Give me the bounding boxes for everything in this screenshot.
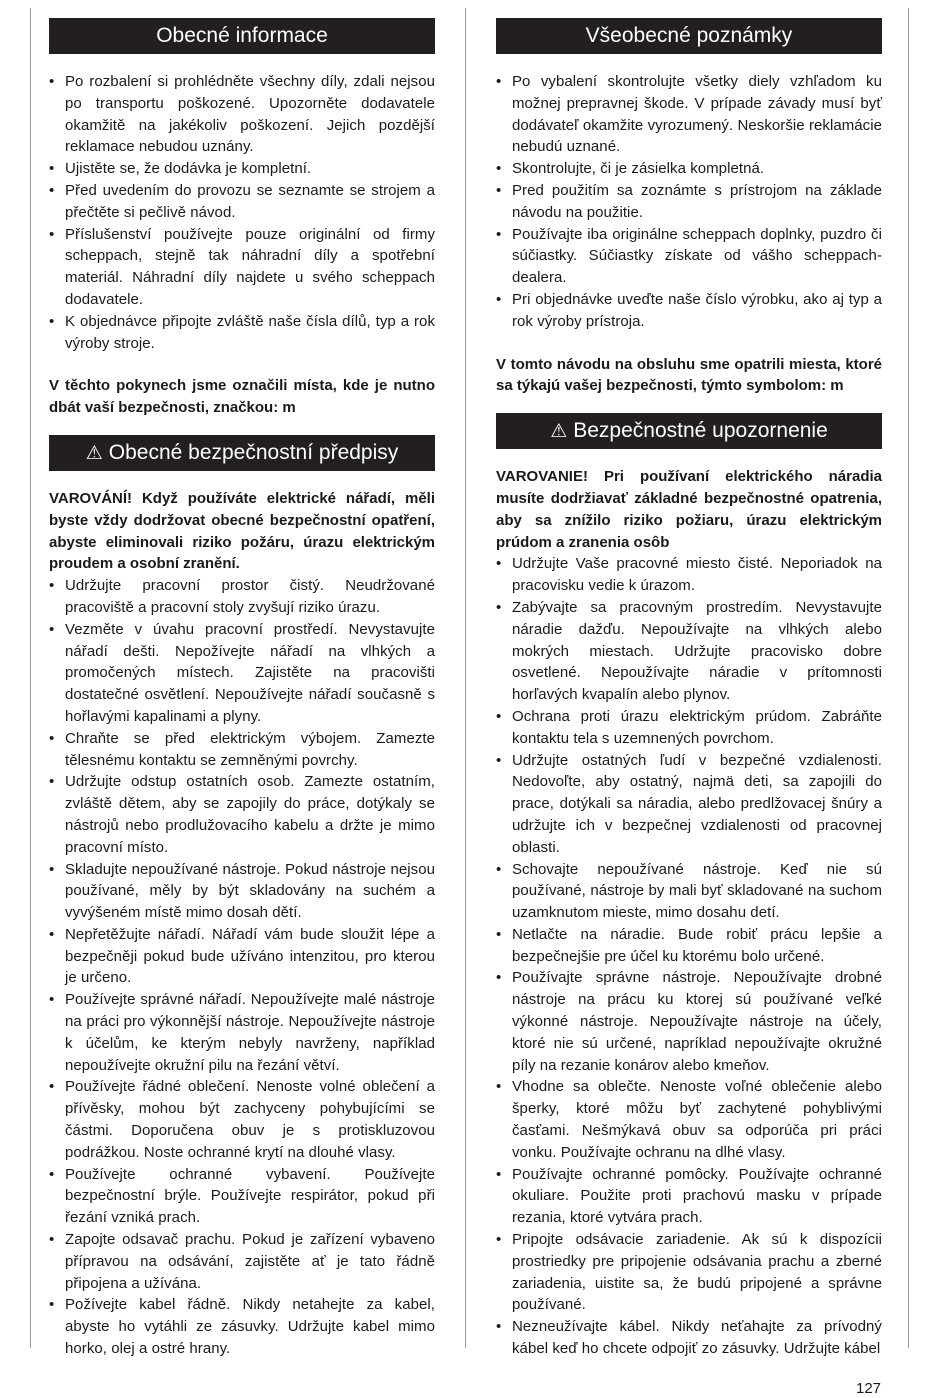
list-item: • Ujistěte se, že dodávka je kompletní. [49,158,435,180]
list-item: • Nezneužívajte kábel. Nikdy neťahajte za prívodný kábel keď ho chcete odpojiť zo zásuvky. Udržujte kábel [496,1316,882,1360]
list-item: • Zabývajte sa pracovným prostredím. Nevystavujte náradie dažďu. Nepoužívajte na vlhkých alebo mokrých miestach. Udržujte pracovisko dobre osvetlené. Nepoužívajte náradie v prítomnosti horľavých kvapalín alebo plynov. [496,597,882,706]
list-item: • Skontrolujte, či je zásielka kompletná. [496,158,882,180]
list-item: • Nepřetěžujte nářadí. Nářadí vám bude sloužit lépe a bezpečněji pokud bude užíváno intenzitou, pro kterou je určeno. [49,924,435,989]
safety-section [49,435,435,1360]
list-item: • Schovajte nepoužívané nástroje. Keď nie sú používané, nástroje by mali byť skladované na suchom uzamknutom mieste, mimo dosahu detí. [496,859,882,924]
list-item: • Pripojte odsávacie zariadenie. Ak sú k dispozícii prostriedky pre pripojenie odsávania prachu a zberné zariadenia, uistite sa, že budú pripojené a správne používané. [496,1229,882,1316]
list-item: • Netlačte na náradie. Bude robiť prácu lepšie a bezpečnejšie pre účel ku ktorému bolo určené. [496,924,882,968]
page-number: 127 [856,1380,882,1397]
general-info-section [496,18,882,397]
general-info-section [49,18,435,419]
list-item: • Používejte řádné oblečení. Nenoste volné oblečení a přívěsky, mohou být zachyceny pohybujícími se částmi. Doporučena obuv je s protiskluzovou podrážkou. Noste ochranné krytí na dlouhé vlasy. [49,1076,435,1163]
list-item: • Udržujte pracovní prostor čistý. Neudržované pracoviště a pracovní stoly zvyšují riziko úrazu. [49,575,435,619]
safety-list [496,553,882,1359]
list-item: • Používejte správné nářadí. Nepoužívejte malé nástroje na práci pro výkonnější nástroje. Nepoužívejte nástroje k účelům, ke kterým nebyly navrženy, například nepoužívejte okružní pilu na řezání větví. [49,989,435,1076]
list-item: • Příslušenství používejte pouze originální od firmy scheppach, stejně tak náhradní díly a spotřební materiál. Náhradní díly najdete u svého scheppach dodavatele. [49,224,435,311]
safety-heading-text: Obecné bezpečnostní předpisy [108,440,399,464]
safety-heading-text: Bezpečnostné upozornenie [573,419,828,443]
list-item: • Po rozbalení si prohlédněte všechny díly, zdali nejsou po transportu poškozené. Upozorněte dodavatele okamžitě na jakékoliv poškození. Jejich pozdější reklamace nebudou uznány. [49,71,435,158]
left-margin-rule [30,8,31,1348]
safety-warning-intro: VAROVÁNÍ! Když používáte elektrické nářadí, měli byste vždy dodržovat obecné bezpečnostní opatření, abyste eliminovali riziko požáru, úrazu elektrickým proudem a osobní zranění. [49,489,435,573]
list-item: • Pred použitím sa zoznámte s prístrojom na základe návodu na použitie. [496,180,882,224]
column-slovak [496,18,882,1360]
general-info-heading: Obecné informace [49,18,435,54]
list-item: • Udržujte Vaše pracovné miesto čisté. Neporiadok na pracovisku vedie k úrazom. [496,553,882,597]
list-item: • Požívejte kabel řádně. Nikdy netahejte za kabel, abyste ho vytáhli ze zásuvky. Udržujte kabel mimo horko, olej a ostré hrany. [49,1294,435,1359]
list-item: • K objednávce připojte zvláště naše čísla dílů, typ a rok výroby stroje. [49,311,435,355]
general-info-heading: Všeobecné poznámky [496,18,882,54]
list-item: • Udržujte ostatných ľudí v bezpečné vzdialenosti. Nedovoľte, aby ostatný, najmä deti, sa zapojili do prace, dotýkali sa náradia, alebo predlžovacej šnúry a udržujte ich v bezpečnej vzdialenosti od pracovnej oblasti. [496,750,882,859]
list-item: • Pri objednávke uveďte naše číslo výrobku, ako aj typ a rok výroby prístroja. [496,289,882,333]
safety-heading [496,413,882,449]
general-info-list [49,71,435,354]
list-item: • Ochrana proti úrazu elektrickým prúdom. Zabráňte kontaktu tela s uzemnených povrchom. [496,706,882,750]
list-item: • Vezměte v úvahu pracovní prostředí. Nevystavujte nářadí dešti. Nepožívejte nářadí na vlhkých a promočených místech. Zajistěte na pracovišti dostatečné osvětlení. Nepoužívejte nářadí současně s hořlavými kapalinami a plyny. [49,619,435,728]
safety-section [496,413,882,1360]
column-czech [49,18,435,1360]
safety-list [49,575,435,1360]
safety-symbol-note: V těchto pokynech jsme označili místa, kde je nutno dbát vaší bezpečnosti, značkou: m [49,377,435,417]
warning-triangle-icon: ⚠ [550,421,568,443]
list-item: • Zapojte odsavač prachu. Pokud je zařízení vybaveno přípravou na odsávání, zajistěte ať je tato řádně připojena a užívána. [49,1229,435,1294]
list-item: • Používajte iba originálne scheppach doplnky, puzdro či súčiastky. Súčiastky získate od vášho scheppach-dealera. [496,224,882,289]
safety-symbol-note: V tomto návodu na obsluhu sme opatrili miesta, ktoré sa týkajú vašej bezpečnosti, týmto symbolom: m [496,355,882,395]
center-column-divider [465,8,466,1348]
list-item: • Vhodne sa oblečte. Nenoste voľné oblečenie alebo šperky, ktoré môžu byť zachytené pohyblivými časťami. Nešmýkavá obuv sa odporúča pri práci vonku. Používajte ochranu na dlhé vlasy. [496,1076,882,1163]
list-item: • Používajte ochranné pomôcky. Používajte ochranné okuliare. Použite proti prachovú masku v prípade rezania, ktoré vytvára prach. [496,1164,882,1229]
warning-triangle-icon: ⚠ [85,442,103,464]
safety-warning-intro: VAROVANIE! Pri používaní elektrického náradia musíte dodržiavať základné bezpečnostné opatrenia, aby sa znížilo riziko požiaru, úrazu elektrickým prúdom a zranenia osôb [496,468,882,551]
list-item: • Používejte ochranné vybavení. Používejte bezpečnostní brýle. Používejte respirátor, pokud při řezání vzniká prach. [49,1164,435,1229]
list-item: • Chraňte se před elektrickým výbojem. Zamezte tělesnému kontaktu se zemněnými povrchy. [49,728,435,772]
right-margin-rule [908,8,909,1348]
list-item: • Po vybalení skontrolujte všetky diely vzhľadom ku možnej prepravnej škode. V prípade závady musí byť dodávateľ okamžite vyrozumený. Neskoršie reklamácie nebudú uznané. [496,71,882,158]
list-item: • Skladujte nepoužívané nástroje. Pokud nástroje nejsou používané, měly by být skladovány na suchém a vyvýšeném místě mimo dosah dětí. [49,859,435,924]
list-item: • Používajte správne nástroje. Nepoužívajte drobné nástroje na prácu ku ktorej sú používané veľké výkonné nástroje. Nepoužívajte nástroje na účely, ktoré nie sú určené, napríklad nepoužívajte okružné píly na rezanie konárov alebo kmeňov. [496,967,882,1076]
list-item: • Udržujte odstup ostatních osob. Zamezte ostatním, zvláště dětem, aby se zapojily do práce, dotýkaly se nástrojů nebo prodlužovacího kabelu a držte je mimo pracovní místo. [49,771,435,858]
list-item: • Před uvedením do provozu se seznamte se strojem a přečtěte si pečlivě návod. [49,180,435,224]
safety-heading [49,435,435,471]
general-info-list [496,71,882,333]
